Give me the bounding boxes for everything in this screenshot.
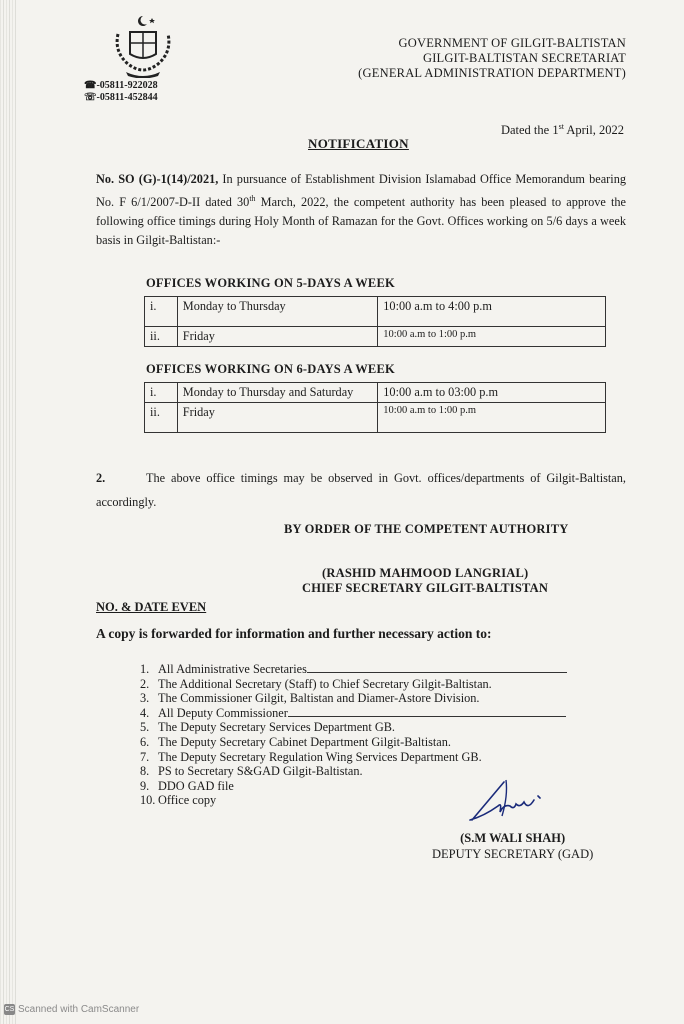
body-part-1: In pursuance of Establishment Division Islamabad Office Memorandum bearing No. F 6/1/2007-D-II dated 30 <box>96 172 626 210</box>
paragraph-text: The above office timings may be observed in Govt. offices/departments of Gilgit-Baltistan, accordingly. <box>96 471 626 509</box>
notification-title: NOTIFICATION <box>308 136 409 151</box>
gov-line-3: (GENERAL ADMINISTRATION DEPARTMENT) <box>358 66 626 80</box>
table-row <box>145 403 606 433</box>
date-suffix: April, 2022 <box>563 123 624 138</box>
list-text: The Commissioner Gilgit, Baltistan and Diamer-Astore Division. <box>158 691 480 706</box>
gov-line-2: GILGIT-BALTISTAN SECRETARIAT <box>422 51 626 65</box>
row-number: ii. <box>145 327 178 347</box>
list-text: The Additional Secretary (Staff) to Chief Secretary Gilgit-Baltistan. <box>158 676 492 691</box>
list-text: PS to Secretary S&GAD Gilgit-Baltistan. <box>158 764 363 779</box>
five-day-table <box>144 296 606 347</box>
list-item <box>140 706 567 721</box>
list-number: 5. <box>140 720 150 735</box>
chief-secretary-signatory <box>302 566 548 596</box>
five-day-heading: OFFICES WORKING ON 5-DAYS A WEEK <box>146 276 395 290</box>
government-header <box>358 36 626 81</box>
six-day-table <box>144 382 606 433</box>
row-time: 10:00 a.m to 1:00 p.m <box>378 327 606 347</box>
scanner-text: Scanned with CamScanner <box>18 1004 140 1016</box>
table-row <box>145 297 606 327</box>
date-sup: st <box>558 122 564 131</box>
date-line <box>501 122 624 138</box>
date-prefix: Dated the 1 <box>500 123 559 138</box>
deputy-secretary-title: DEPUTY SECRETARY (GAD) <box>432 847 594 861</box>
list-item <box>140 662 567 677</box>
list-text: The Deputy Secretary Services Department GB. <box>158 720 395 735</box>
list-number: 6. <box>140 734 150 749</box>
scanner-watermark <box>4 1004 139 1015</box>
phone-number: ☎-05811-922028 <box>84 80 158 91</box>
row-days: Monday to Thursday and Saturday <box>177 383 378 403</box>
six-day-heading: OFFICES WORKING ON 6-DAYS A WEEK <box>146 362 395 376</box>
blank-line <box>288 706 566 717</box>
fax-number: ☏-05811-452844 <box>84 92 158 103</box>
list-item <box>140 677 567 692</box>
notification-body <box>96 170 626 250</box>
contact-numbers <box>84 80 158 104</box>
list-text: Office copy <box>158 793 217 808</box>
table-row <box>145 327 606 347</box>
paragraph-2 <box>96 466 626 514</box>
reference-number: No. SO (G)-1(14)/2021, <box>96 172 219 186</box>
row-time: 10:00 a.m to 4:00 p.m <box>378 297 606 327</box>
gov-line-1: GOVERNMENT OF GILGIT-BALTISTAN <box>398 36 626 50</box>
table-row <box>145 383 606 403</box>
list-text: The Deputy Secretary Regulation Wing Services Department GB. <box>158 749 482 764</box>
list-text: All Administrative Secretaries <box>158 662 307 676</box>
row-number: i. <box>145 297 178 327</box>
row-days: Monday to Thursday <box>177 297 378 327</box>
list-number: 1. <box>140 662 150 676</box>
list-text: The Deputy Secretary Cabinet Department Gilgit-Baltistan. <box>158 734 451 749</box>
list-item <box>140 720 567 735</box>
handwritten-signature-icon <box>444 776 564 836</box>
body-sup: th <box>249 194 256 203</box>
row-number: ii. <box>145 403 178 433</box>
row-time: 10:00 a.m to 03:00 p.m <box>378 383 606 403</box>
paragraph-number: 2. <box>96 471 106 485</box>
list-text: All Deputy Commissioner <box>158 705 288 720</box>
list-number: 4. <box>140 705 150 720</box>
deputy-secretary-signatory <box>432 830 593 862</box>
chief-secretary-title: CHIEF SECRETARY GILGIT-BALTISTAN <box>302 581 549 595</box>
list-text: DDO GAD file <box>158 778 234 793</box>
camscanner-icon: CS <box>4 1006 15 1013</box>
chief-secretary-name: (RASHID MAHMOOD LANGRIAL) <box>322 566 529 580</box>
list-item <box>140 735 567 750</box>
government-emblem-icon <box>112 14 174 78</box>
no-date-even: NO. & DATE EVEN <box>96 600 207 614</box>
list-number: 7. <box>140 749 150 764</box>
deputy-secretary-name: (S.M WALI SHAH) <box>460 831 566 845</box>
authority-line: BY ORDER OF THE COMPETENT AUTHORITY <box>284 522 569 536</box>
list-number: 8. <box>140 764 150 779</box>
body-part-2: March, 2022, the competent authority has been pleased to approve the following office timings during Holy Month of Ramazan for the Govt. Offices working on 5/6 days a week basis in Gilgit-Baltistan:- <box>96 195 626 248</box>
list-item <box>140 750 567 765</box>
scan-binding-edge <box>0 0 16 1024</box>
list-number: 3. <box>140 691 150 706</box>
row-number: i. <box>145 383 178 403</box>
list-number: 2. <box>140 676 150 691</box>
blank-line <box>307 662 567 673</box>
copy-forwarded-intro: A copy is forwarded for information and further necessary action to: <box>96 626 492 641</box>
list-item <box>140 691 567 706</box>
row-days: Friday <box>177 403 378 433</box>
list-number: 9. <box>140 778 150 793</box>
list-number: 10. <box>140 793 156 808</box>
row-days: Friday <box>177 327 378 347</box>
row-time: 10:00 a.m to 1:00 p.m <box>378 403 606 433</box>
